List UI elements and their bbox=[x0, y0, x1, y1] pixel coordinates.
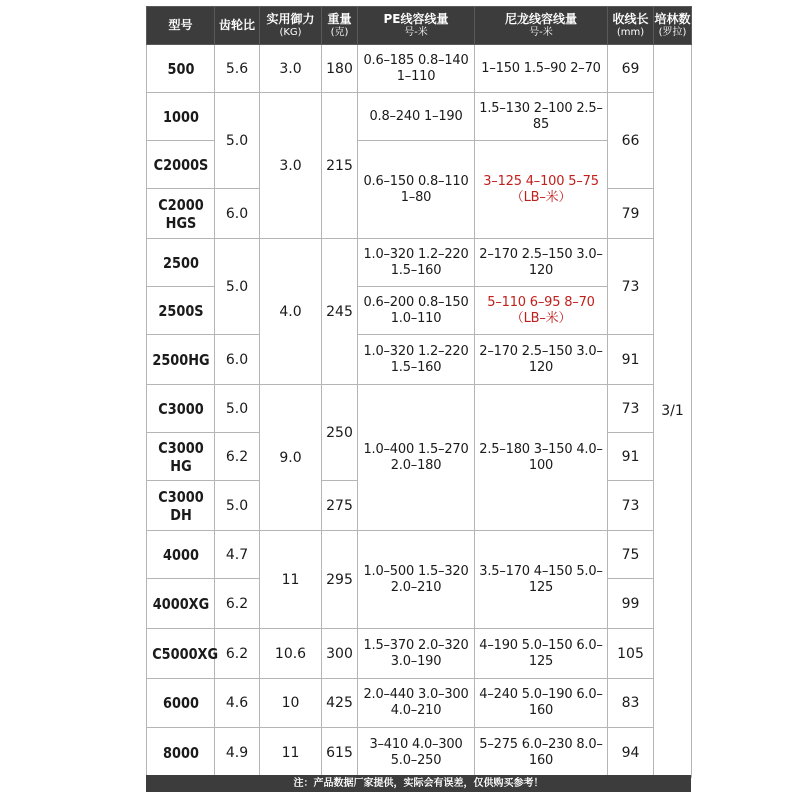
bearings-cell: 3/1 bbox=[654, 45, 692, 778]
drag-cell: 9.0 bbox=[260, 385, 322, 531]
table-row bbox=[147, 385, 692, 433]
table-row bbox=[147, 93, 692, 141]
model-cell: 8000 bbox=[151, 728, 209, 778]
pe-capacity-cell: 0.6–150 0.8–110 1–80 bbox=[358, 141, 475, 239]
pe-capacity-cell: 1.0–320 1.2–220 1.5–160 bbox=[358, 335, 475, 385]
model-cell: C2000S bbox=[151, 141, 209, 189]
drag-cell: 4.0 bbox=[260, 239, 322, 385]
nylon-capacity-cell: 5–110 6–95 8–70（LB–米） bbox=[475, 287, 608, 335]
table-row bbox=[147, 728, 692, 778]
gear-ratio-cell: 4.9 bbox=[215, 728, 260, 778]
model-cell: C2000 HGS bbox=[151, 189, 209, 239]
retrieve-cell: 69 bbox=[608, 45, 654, 93]
nylon-capacity-cell: 2–170 2.5–150 3.0–120 bbox=[475, 335, 608, 385]
table-row bbox=[147, 335, 692, 385]
weight-cell: 295 bbox=[322, 531, 358, 629]
retrieve-cell: 99 bbox=[608, 579, 654, 629]
pe-capacity-cell: 0.6–185 0.8–140 1–110 bbox=[358, 45, 475, 93]
weight-cell: 215 bbox=[322, 93, 358, 239]
retrieve-cell: 91 bbox=[608, 335, 654, 385]
model-cell: C5000XG bbox=[151, 629, 209, 679]
gear-ratio-cell: 6.0 bbox=[215, 189, 260, 239]
table-row bbox=[147, 45, 692, 93]
weight-cell: 275 bbox=[322, 481, 358, 531]
header-gear-ratio: 齿轮比 bbox=[215, 7, 260, 45]
gear-ratio-cell: 5.0 bbox=[215, 481, 260, 531]
gear-ratio-cell: 6.2 bbox=[215, 579, 260, 629]
weight-cell: 425 bbox=[322, 679, 358, 728]
pe-capacity-cell: 0.6–200 0.8–150 1.0–110 bbox=[358, 287, 475, 335]
table-row bbox=[147, 239, 692, 287]
disclaimer-footer: 注：产品数据厂家提供，实际会有误差，仅供购买参考！ bbox=[146, 775, 691, 792]
gear-ratio-cell: 5.0 bbox=[215, 93, 260, 189]
model-cell: 2500HG bbox=[151, 335, 209, 385]
header-drag: 实用御力 (KG) bbox=[260, 7, 322, 45]
weight-cell: 245 bbox=[322, 239, 358, 385]
pe-capacity-cell: 0.8–240 1–190 bbox=[358, 93, 475, 141]
pe-capacity-cell: 3–410 4.0–300 5.0–250 bbox=[358, 728, 475, 778]
nylon-capacity-cell: 1.5–130 2–100 2.5–85 bbox=[475, 93, 608, 141]
nylon-capacity-cell: 2.5–180 3–150 4.0–100 bbox=[475, 385, 608, 531]
table-row bbox=[147, 629, 692, 679]
nylon-capacity-cell: 3–125 4–100 5–75（LB–米） bbox=[475, 141, 608, 239]
pe-capacity-cell: 1.5–370 2.0–320 3.0–190 bbox=[358, 629, 475, 679]
model-cell: 2500S bbox=[151, 287, 209, 335]
weight-cell: 180 bbox=[322, 45, 358, 93]
retrieve-cell: 94 bbox=[608, 728, 654, 778]
header-nylon-capacity: 尼龙线容线量 号-米 bbox=[475, 7, 608, 45]
drag-cell: 10 bbox=[260, 679, 322, 728]
drag-cell: 11 bbox=[260, 531, 322, 629]
retrieve-cell: 105 bbox=[608, 629, 654, 679]
header-bearings: 培林数 (罗拉) bbox=[654, 7, 692, 45]
nylon-capacity-cell: 5–275 6.0–230 8.0–160 bbox=[475, 728, 608, 778]
weight-cell: 300 bbox=[322, 629, 358, 679]
nylon-capacity-cell: 2–170 2.5–150 3.0–120 bbox=[475, 239, 608, 287]
model-cell: C3000 HG bbox=[151, 433, 209, 481]
header-pe-capacity: PE线容线量 号-米 bbox=[358, 7, 475, 45]
retrieve-cell: 66 bbox=[608, 93, 654, 189]
model-cell: 1000 bbox=[151, 93, 209, 141]
pe-capacity-cell: 1.0–500 1.5–320 2.0–210 bbox=[358, 531, 475, 629]
drag-cell: 3.0 bbox=[260, 93, 322, 239]
nylon-capacity-cell: 4–190 5.0–150 6.0–125 bbox=[475, 629, 608, 679]
pe-capacity-cell: 1.0–320 1.2–220 1.5–160 bbox=[358, 239, 475, 287]
model-cell: C3000 bbox=[151, 385, 209, 433]
retrieve-cell: 73 bbox=[608, 239, 654, 335]
retrieve-cell: 75 bbox=[608, 531, 654, 579]
retrieve-cell: 83 bbox=[608, 679, 654, 728]
pe-capacity-cell: 2.0–440 3.0–300 4.0–210 bbox=[358, 679, 475, 728]
gear-ratio-cell: 5.0 bbox=[215, 385, 260, 433]
table-row bbox=[147, 531, 692, 579]
gear-ratio-cell: 6.2 bbox=[215, 629, 260, 679]
gear-ratio-cell: 4.6 bbox=[215, 679, 260, 728]
header-model: 型号 bbox=[147, 7, 215, 45]
retrieve-cell: 91 bbox=[608, 433, 654, 481]
gear-ratio-cell: 4.7 bbox=[215, 531, 260, 579]
spec-table bbox=[146, 6, 692, 778]
gear-ratio-cell: 5.6 bbox=[215, 45, 260, 93]
header-row bbox=[147, 7, 692, 45]
nylon-capacity-cell: 1–150 1.5–90 2–70 bbox=[475, 45, 608, 93]
model-cell: 2500 bbox=[151, 239, 209, 287]
model-cell: 4000 bbox=[151, 531, 209, 579]
retrieve-cell: 79 bbox=[608, 189, 654, 239]
gear-ratio-cell: 6.0 bbox=[215, 335, 260, 385]
weight-cell: 615 bbox=[322, 728, 358, 778]
model-cell: 4000XG bbox=[151, 579, 209, 629]
header-retrieve: 收线长 (mm) bbox=[608, 7, 654, 45]
retrieve-cell: 73 bbox=[608, 481, 654, 531]
table-row bbox=[147, 679, 692, 728]
drag-cell: 11 bbox=[260, 728, 322, 778]
nylon-capacity-cell: 4–240 5.0–190 6.0–160 bbox=[475, 679, 608, 728]
header-weight: 重量 (克) bbox=[322, 7, 358, 45]
gear-ratio-cell: 6.2 bbox=[215, 433, 260, 481]
pe-capacity-cell: 1.0–400 1.5–270 2.0–180 bbox=[358, 385, 475, 531]
model-cell: 6000 bbox=[151, 679, 209, 728]
drag-cell: 3.0 bbox=[260, 45, 322, 93]
gear-ratio-cell: 5.0 bbox=[215, 239, 260, 335]
weight-cell: 250 bbox=[322, 385, 358, 481]
retrieve-cell: 73 bbox=[608, 385, 654, 433]
nylon-capacity-cell: 3.5–170 4–150 5.0–125 bbox=[475, 531, 608, 629]
drag-cell: 10.6 bbox=[260, 629, 322, 679]
model-cell: C3000 DH bbox=[151, 481, 209, 531]
model-cell: 500 bbox=[151, 45, 209, 93]
